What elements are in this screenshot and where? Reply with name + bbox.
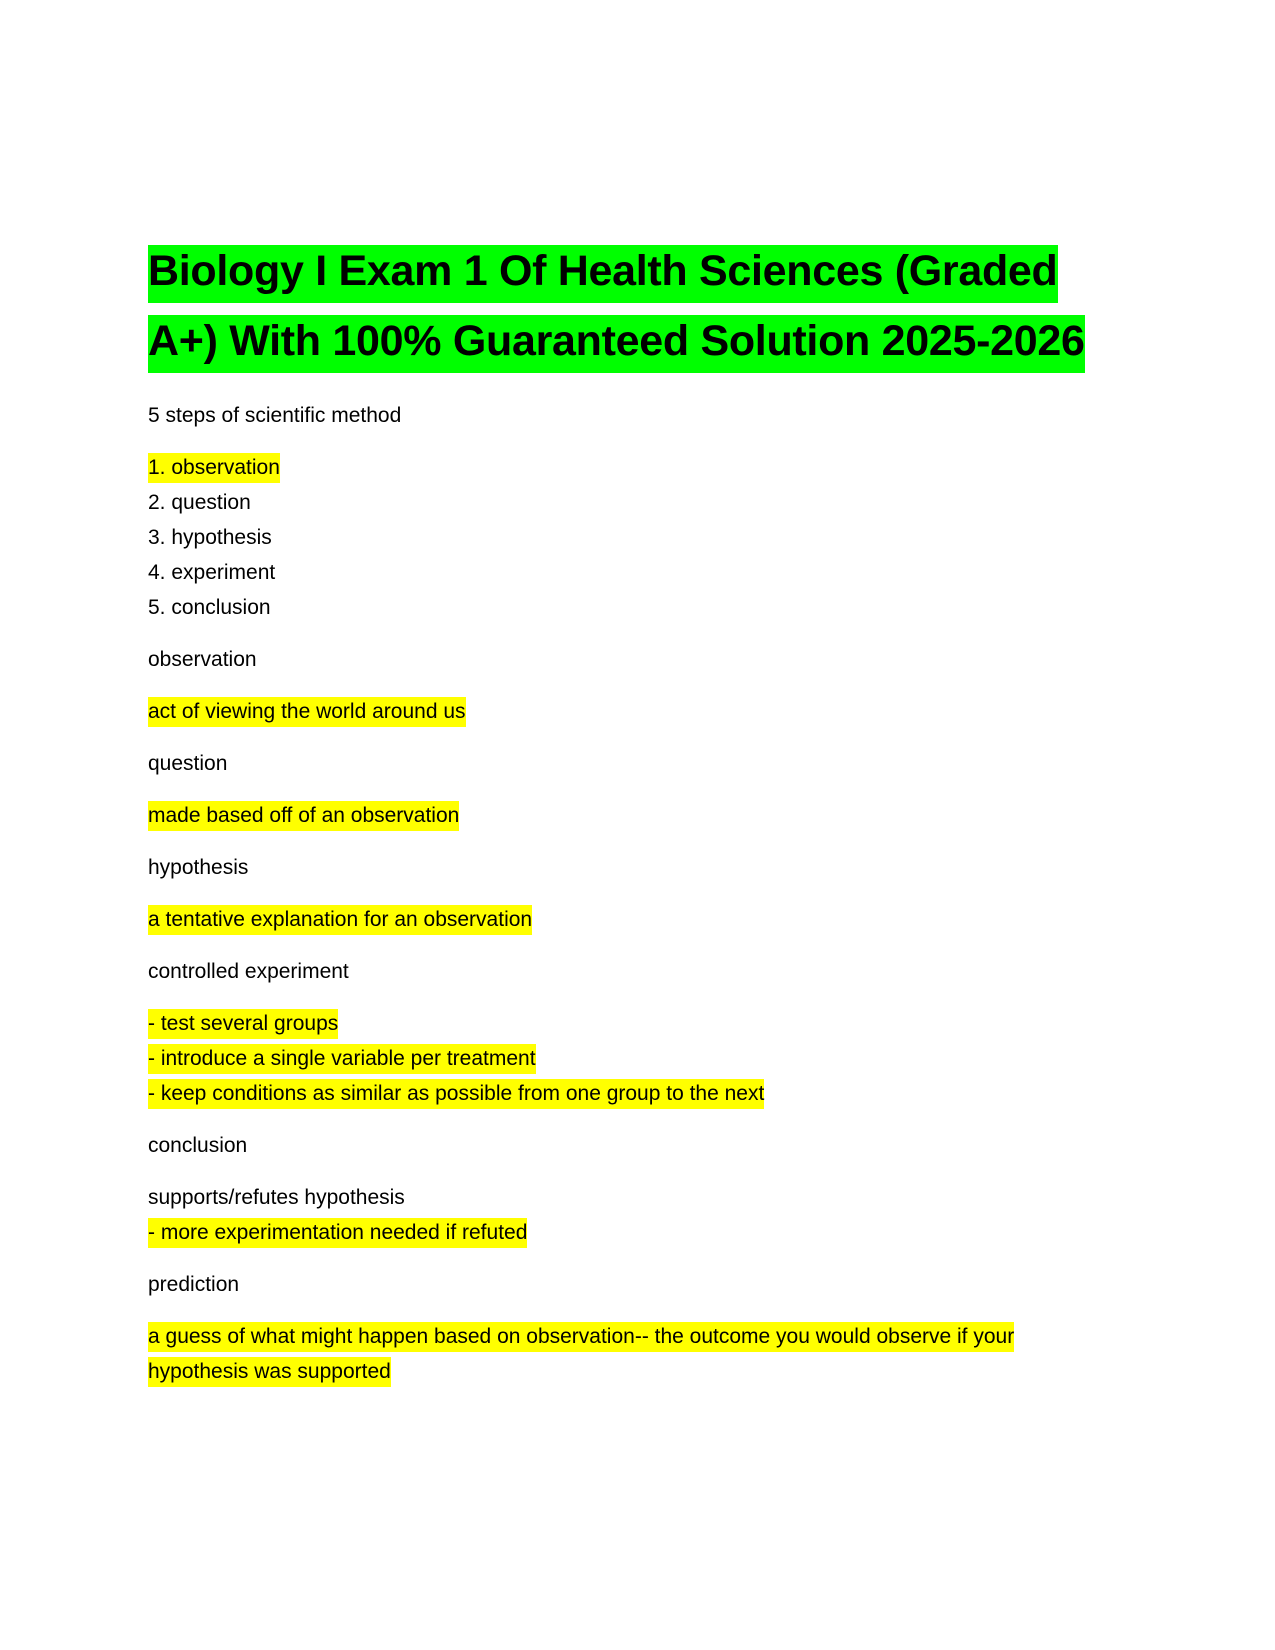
term: conclusion: [148, 1134, 248, 1157]
answer-text: act of viewing the world around us: [148, 697, 466, 727]
answer-line: [148, 1319, 1108, 1389]
answer-text: 1. observation: [148, 453, 280, 483]
document-title: [148, 236, 1108, 376]
term: observation: [148, 648, 257, 671]
list-item: 5. conclusion: [148, 596, 271, 619]
document-title-text: Biology I Exam 1 Of Health Sciences (Graded A+) With 100% Guaranteed Solution 2025-2026: [148, 245, 1085, 373]
answer-text: - more experimentation needed if refuted: [148, 1218, 527, 1248]
qa-entry: [148, 642, 1108, 729]
answer-line: [148, 1215, 1108, 1250]
term: supports/refutes hypothesis: [148, 1186, 405, 1209]
qa-entry: [148, 398, 1108, 625]
answer-line: [148, 694, 1108, 729]
answer-text: - test several groups: [148, 1009, 338, 1039]
answer-text: a tentative explanation for an observation: [148, 905, 532, 935]
term: prediction: [148, 1273, 240, 1296]
qa-entry: [148, 954, 1108, 1111]
qa-entry: [148, 1180, 1108, 1250]
term: controlled experiment: [148, 960, 349, 983]
answer-line: [148, 1006, 1108, 1041]
answer-text: - introduce a single variable per treatment: [148, 1044, 536, 1074]
list-item: 3. hypothesis: [148, 526, 272, 549]
list-item: 2. question: [148, 491, 251, 514]
qa-entry: [148, 1267, 1108, 1389]
qa-entry: [148, 850, 1108, 937]
answer-text: made based off of an observation: [148, 801, 459, 831]
answer-text: a guess of what might happen based on observation-- the outcome you would observe if your hypothesis was supported: [148, 1322, 1014, 1387]
list-item: 4. experiment: [148, 561, 276, 584]
answer-line: [148, 450, 1108, 485]
term: 5 steps of scientific method: [148, 404, 402, 427]
term: question: [148, 752, 228, 775]
answer-line: [148, 902, 1108, 937]
answer-line: [148, 1041, 1108, 1076]
term: hypothesis: [148, 856, 249, 879]
answer-line: [148, 798, 1108, 833]
answer-text: - keep conditions as similar as possible from one group to the next: [148, 1079, 764, 1109]
document-page: [148, 236, 1108, 1389]
qa-entry: [148, 1128, 1108, 1163]
answer-line: [148, 1076, 1108, 1111]
qa-entry: [148, 746, 1108, 833]
